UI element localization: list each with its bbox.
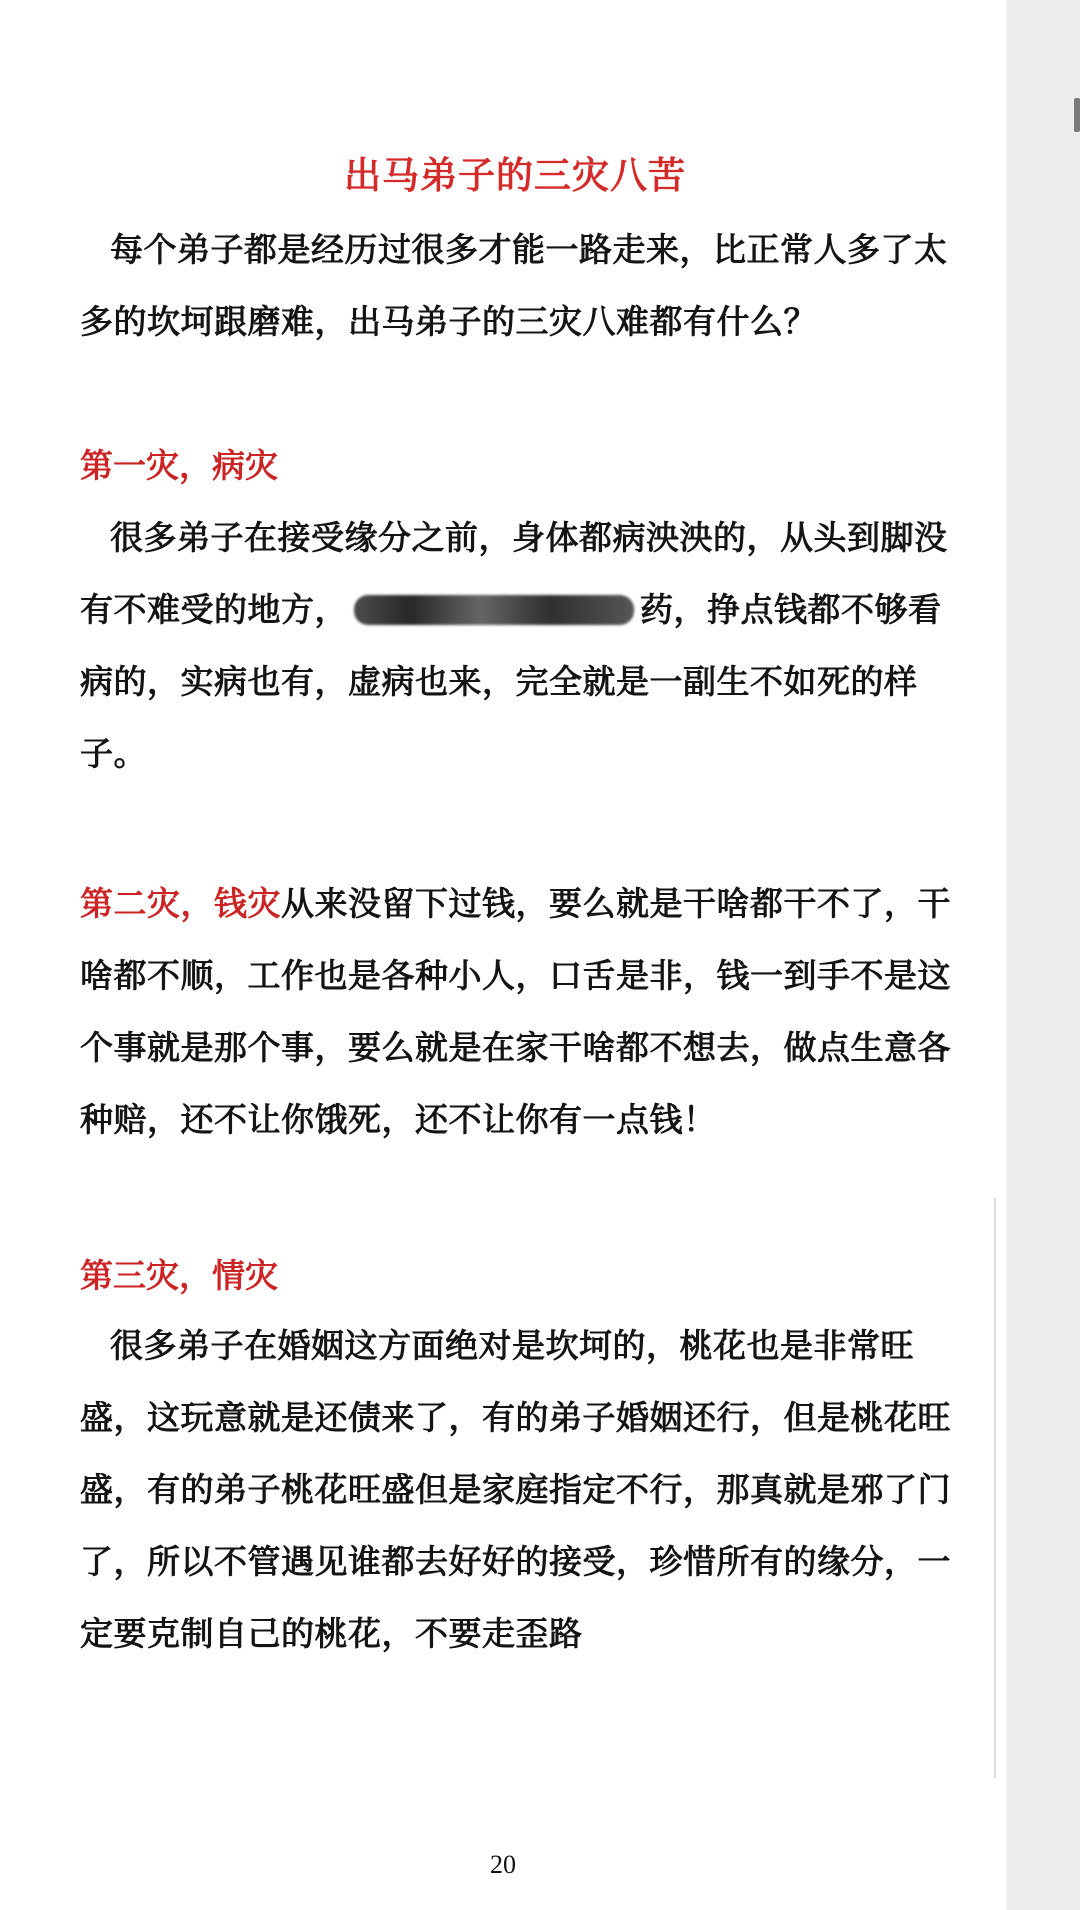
section-body-illness	[80, 502, 960, 790]
illness-text-after-redaction: 药，挣点钱都不够看病的，实病也有，虚病也来，完全就是一副生不如死的样子。	[80, 590, 942, 773]
scan-edge-line	[994, 1198, 996, 1778]
intro-paragraph	[80, 214, 960, 358]
love-text: 很多弟子在婚姻这方面绝对是坎坷的，桃花也是非常旺盛，这玩意就是还债来了，有的弟子婚姻还行，但是桃花旺盛，有的弟子桃花旺盛但是家庭指定不行，那真就是邪了门了，所以不管遇见谁都去好好的接受，珍惜所有的缘分，一定要克制自己的桃花，不要走歪路	[80, 1326, 951, 1653]
document-title: 出马弟子的三灾八苦	[344, 153, 686, 197]
illness-text-before-redaction: 很多弟子在接受缘分之前，身体都病泱泱的，从头到脚没有不难受的地方，	[80, 518, 948, 629]
intro-text: 每个弟子都是经历过很多才能一路走来，比正常人多了太多的坎坷跟磨难，出马弟子的三灾八难都有什么？	[80, 230, 948, 341]
redaction-mark	[354, 595, 634, 625]
section-heading-love: 第三灾，情灾	[80, 1256, 278, 1295]
section-money	[80, 868, 960, 1156]
page-right-margin	[1006, 0, 1080, 1910]
section-body-money: 从来没留下过钱，要么就是干啥都干不了，干啥都不顺，工作也是各种小人，口舌是非，钱一到手不是这个事就是那个事，要么就是在家干啥都不想去，做点生意各种赔，还不让你饿死，还不让你有一点钱！	[80, 884, 951, 1139]
section-heading-money: 第二灾，钱灾	[80, 884, 281, 923]
section-body-love	[80, 1310, 960, 1670]
scrollbar-thumb[interactable]	[1074, 98, 1080, 132]
section-heading-illness: 第一灾，病灾	[80, 446, 278, 485]
page-number: 20	[490, 1850, 516, 1879]
